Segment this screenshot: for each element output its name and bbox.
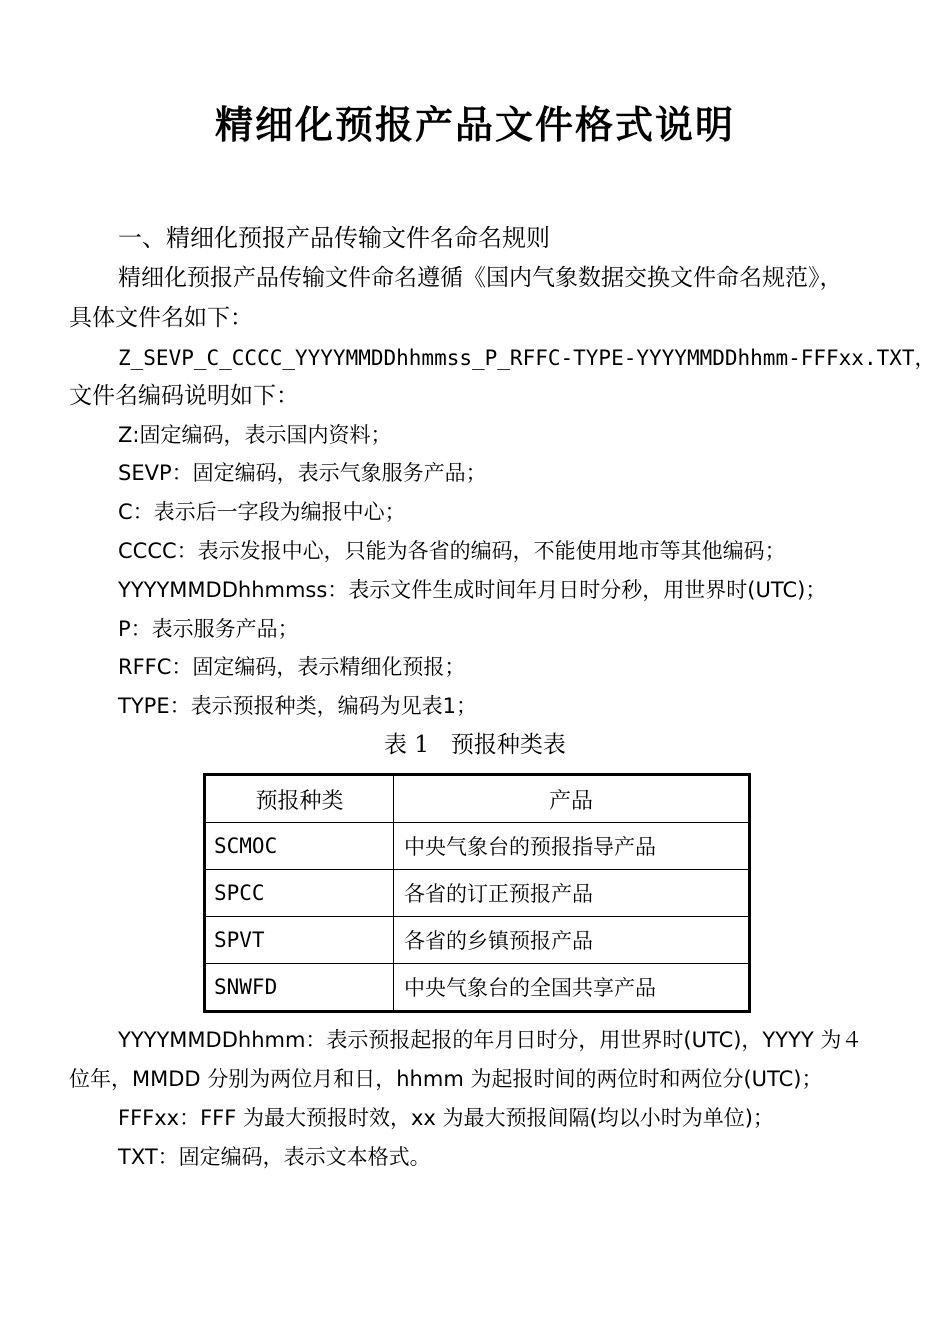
issue-time-line-2: 位年，MMDD 分别为两位月和日，hhmm 为起报时间的两位时和两位分(UTC)； xyxy=(69,1067,823,1091)
type-code-cell: SNWFD xyxy=(205,964,394,1012)
intro-line-2: 具体文件名如下： xyxy=(69,305,253,331)
type-code-cell: SCMOC xyxy=(205,823,394,870)
section-heading: 一、精细化预报产品传输文件名命名规则 xyxy=(118,224,550,252)
type-code-cell: SPCC xyxy=(205,870,394,917)
table-row xyxy=(205,917,750,964)
table-header-row xyxy=(205,775,750,823)
table-row xyxy=(205,870,750,917)
page-title: 精细化预报产品文件格式说明 xyxy=(214,103,735,147)
product-desc-cell: 中央气象台的预报指导产品 xyxy=(394,823,750,870)
code-item-sevp: SEVP：固定编码，表示气象服务产品； xyxy=(118,461,487,485)
filename-pattern: Z_SEVP_C_CCCC_YYYYMMDDhhmmss_P_RFFC-TYPE-YYYYMMDDhhmm-FFFxx.TXT， xyxy=(118,346,936,370)
code-item-cccc: CCCC：表示发报中心，只能为各省的编码，不能使用地市等其他编码； xyxy=(118,539,786,563)
product-desc-cell: 中央气象台的全国共享产品 xyxy=(394,964,750,1012)
code-item-type: TYPE：表示预报种类，编码为见表1； xyxy=(118,694,477,718)
table-row xyxy=(205,964,750,1012)
code-item-c: C：表示后一字段为编报中心； xyxy=(118,500,406,524)
table-row xyxy=(205,823,750,870)
code-item-timestamp: YYYYMMDDhhmmss：表示文件生成时间年月日时分秒，用世界时(UTC)； xyxy=(118,578,827,602)
column-header-product: 产品 xyxy=(394,775,750,823)
forecast-type-table xyxy=(203,773,751,1013)
intro-line-1: 精细化预报产品传输文件命名遵循《国内气象数据交换文件命名规范》， xyxy=(118,265,843,291)
column-header-type: 预报种类 xyxy=(205,775,394,823)
code-item-z: Z:固定编码，表示国内资料； xyxy=(118,423,392,447)
explain-intro: 文件名编码说明如下： xyxy=(69,383,299,409)
code-item-rffc: RFFC：固定编码，表示精细化预报； xyxy=(118,655,466,679)
type-code-cell: SPVT xyxy=(205,917,394,964)
txt-line: TXT：固定编码，表示文本格式。 xyxy=(118,1145,431,1169)
product-desc-cell: 各省的订正预报产品 xyxy=(394,870,750,917)
fffxx-line: FFFxx：FFF 为最大预报时效，xx 为最大预报间隔(均以小时为单位)； xyxy=(118,1106,774,1130)
issue-time-line-1: YYYYMMDDhhmm：表示预报起报的年月日时分，用世界时(UTC)，YYYY 为４ xyxy=(118,1028,863,1052)
code-item-p: P：表示服务产品； xyxy=(118,617,299,641)
table-caption: 表 1 预报种类表 xyxy=(384,732,566,758)
product-desc-cell: 各省的乡镇预报产品 xyxy=(394,917,750,964)
